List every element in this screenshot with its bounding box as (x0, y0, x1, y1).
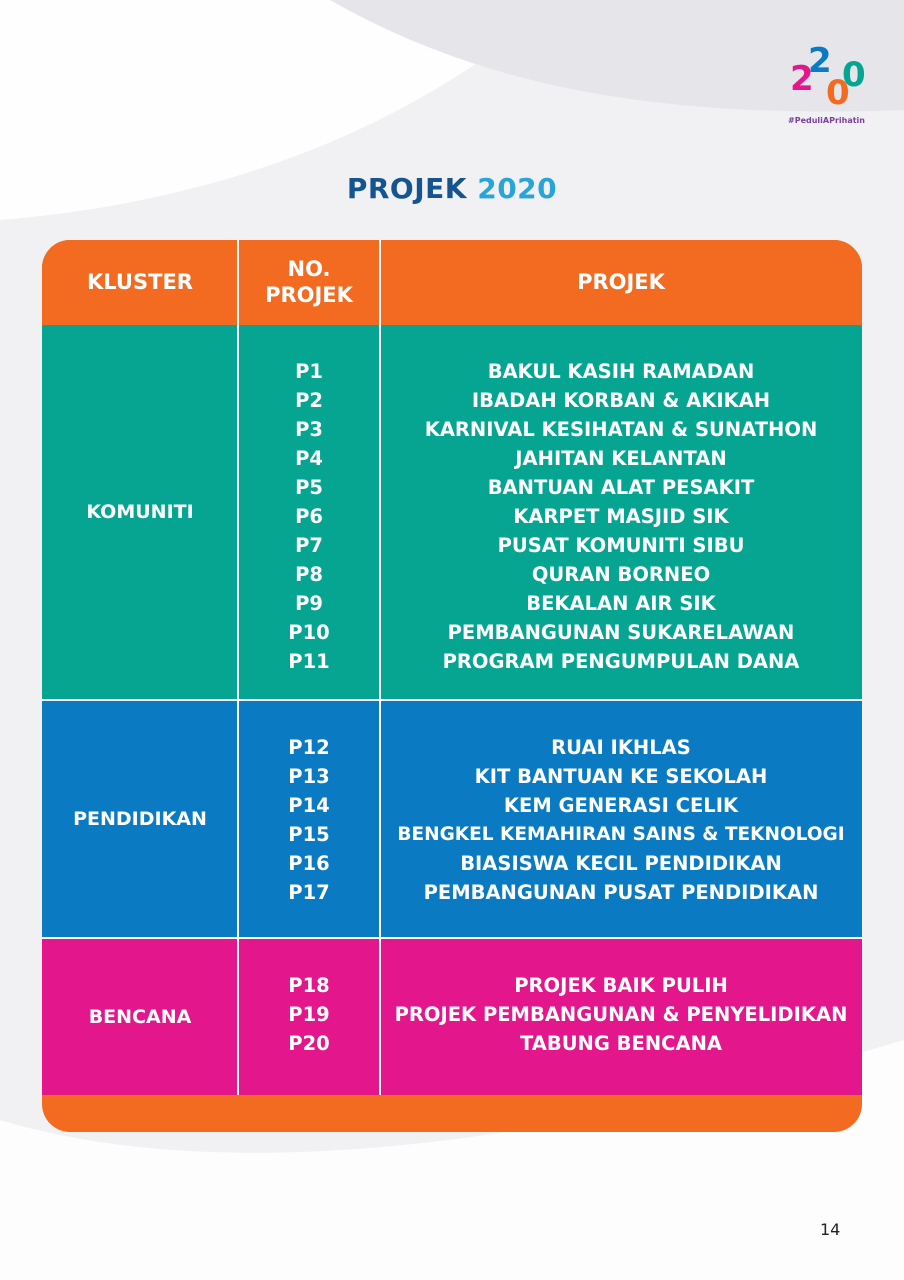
project-name: QURAN BORNEO (531, 563, 711, 586)
project-name: KARPET MASJID SIK (513, 505, 729, 528)
section-komuniti (42, 325, 862, 699)
header-no-projek (238, 240, 380, 324)
logo-digit: 0 (842, 55, 866, 95)
project-number: P19 (288, 1003, 330, 1026)
project-number: P5 (295, 476, 323, 499)
project-name: KARNIVAL KESIHATAN & SUNATHON (424, 418, 818, 441)
logo-hashtag: #PeduliAPrihatin (788, 116, 865, 125)
project-number: P18 (288, 974, 330, 997)
row-divider (42, 699, 862, 701)
project-name: KEM GENERASI CELIK (503, 794, 739, 817)
section-bencana (42, 939, 862, 1095)
project-number: P17 (288, 881, 330, 904)
project-name: BEKALAN AIR SIK (526, 592, 716, 615)
project-number: P3 (295, 418, 323, 441)
project-name: PROGRAM PENGUMPULAN DANA (442, 650, 800, 673)
project-name: BIASISWA KECIL PENDIDIKAN (460, 852, 782, 875)
page-number: 14 (820, 1220, 841, 1239)
projects-table (42, 240, 862, 1132)
project-number: P11 (288, 650, 330, 673)
header-kluster: KLUSTER (87, 270, 193, 294)
logo-2020 (786, 41, 866, 130)
logo-digit: 2 (790, 59, 814, 99)
project-number: P4 (295, 447, 323, 470)
project-number-list (238, 971, 380, 1058)
project-name-list (380, 971, 862, 1058)
project-number: P10 (288, 621, 330, 644)
project-name: PROJEK PEMBANGUNAN & PENYELIDIKAN (394, 1003, 848, 1026)
header-no-line1: NO. (287, 257, 331, 281)
project-name: BENGKEL KEMAHIRAN SAINS & TEKNOLOGI (397, 824, 845, 845)
project-name: BANTUAN ALAT PESAKIT (487, 476, 755, 499)
page-title (0, 172, 904, 205)
project-number-list (238, 357, 380, 676)
project-number: P6 (295, 505, 323, 528)
project-name-list (380, 357, 862, 676)
project-number-list (238, 733, 380, 907)
project-name: PROJEK BAIK PULIH (514, 974, 728, 997)
project-number: P15 (288, 823, 330, 846)
project-number: P20 (288, 1032, 330, 1055)
logo-digit: 0 (826, 73, 850, 113)
project-name: BAKUL KASIH RAMADAN (487, 360, 755, 383)
project-name: KIT BANTUAN KE SEKOLAH (474, 765, 768, 788)
project-number: P2 (295, 389, 323, 412)
title-year: 2020 (477, 172, 558, 205)
project-name: RUAI IKHLAS (551, 736, 691, 759)
column-divider (379, 240, 381, 1095)
project-name: JAHITAN KELANTAN (515, 447, 727, 470)
project-number: P13 (288, 765, 330, 788)
project-name: PEMBANGUNAN PUSAT PENDIDIKAN (423, 881, 819, 904)
project-name-list (380, 733, 862, 907)
project-number: P14 (288, 794, 330, 817)
header-no-line2: PROJEK (265, 283, 353, 307)
title-word: PROJEK (346, 172, 467, 205)
project-number: P12 (288, 736, 330, 759)
column-divider (237, 240, 239, 1095)
project-name: TABUNG BENCANA (519, 1032, 722, 1055)
project-name: PEMBANGUNAN SUKARELAWAN (447, 621, 795, 644)
header-projek: PROJEK (577, 270, 665, 294)
project-name: PUSAT KOMUNITI SIBU (497, 534, 745, 557)
table-header (42, 240, 862, 324)
section-pendidikan (42, 701, 862, 937)
project-number: P8 (295, 563, 323, 586)
project-number: P7 (295, 534, 323, 557)
logo-digit: 2 (808, 41, 832, 81)
cluster-label: PENDIDIKAN (73, 808, 207, 830)
project-number: P9 (295, 592, 323, 615)
row-divider (42, 937, 862, 939)
project-number: P1 (295, 360, 323, 383)
cluster-label: BENCANA (88, 1006, 192, 1028)
project-name: IBADAH KORBAN & AKIKAH (471, 389, 771, 412)
project-number: P16 (288, 852, 330, 875)
cluster-label: KOMUNITI (86, 501, 194, 523)
